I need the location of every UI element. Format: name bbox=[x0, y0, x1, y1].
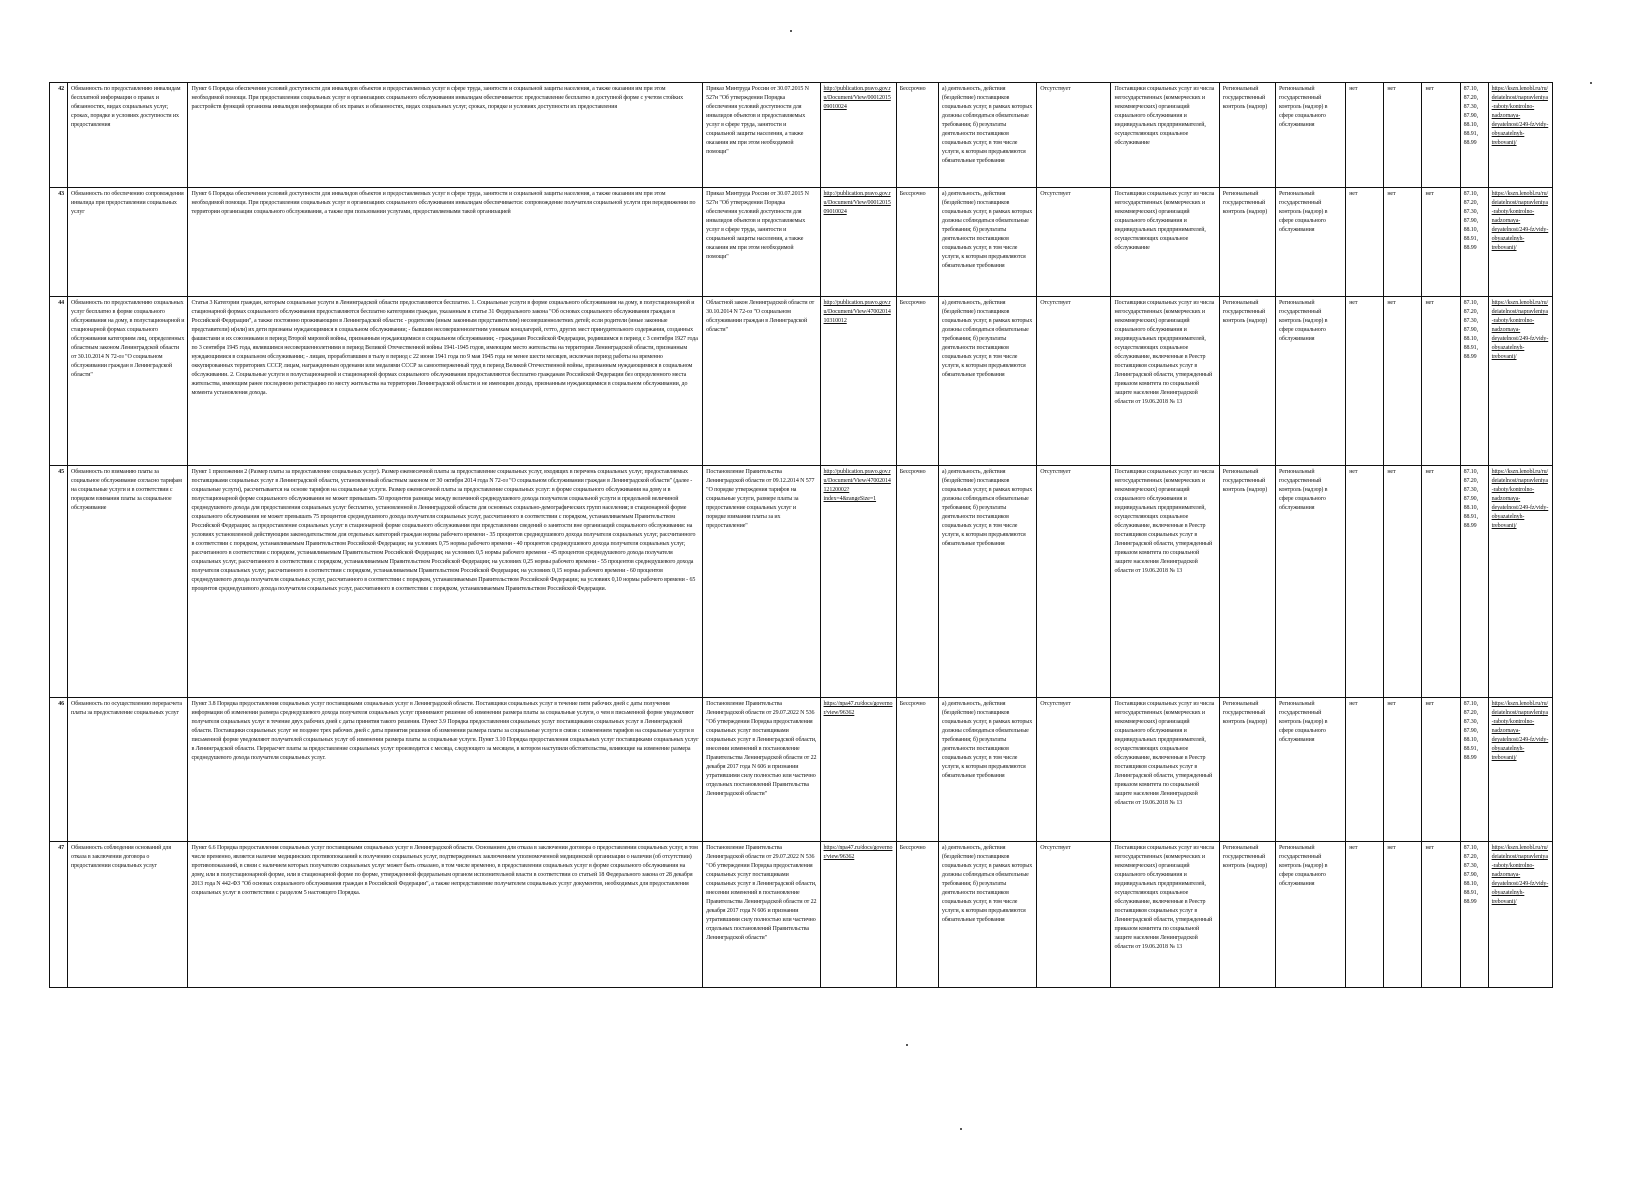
requirements-url[interactable]: https://kszn.lenobl.ru/ru/deiatelnost/napravleniya-raboty/kontrolno-nadzornaya-deyatelnost/249-fz/vidy-obyazatelnyh-trebovanij/ bbox=[1488, 188, 1552, 297]
flag-cell-3: нет bbox=[1422, 842, 1460, 988]
absent-cell: Отсутствует bbox=[1037, 297, 1111, 466]
flag-cell-2: нет bbox=[1384, 188, 1422, 297]
legal-act-cell: Постановление Правительства Ленинградской области от 29.07.2022 N 536 "Об утверждении Порядка предоставления социальных услуг поставщиками социальных услуг в Ленинградской области, внесении изменений в постановление Правительства Ленинградской области от 22 декабря 2017 года N 606 и признании утратившими силу полностью или частично отдельных постановлений Правительства Ленинградской области" bbox=[703, 842, 820, 988]
persons-cell: Поставщики социальных услуг из числа негосударственных (коммерческих и некоммерческих) организаций социального обслуживания и индивидуальных предпринимателей, осуществляющих социальное обслуживание bbox=[1111, 83, 1219, 188]
provision-cell: Пункт 6 Порядка обеспечения условий доступности для инвалидов объектов и предоставляемых услуг в сфере труда, занятости и социальной защиты населения, а также оказания им при этом необходимой помощи. При предоставлении социальных услуг в организациях социального обслуживания инвалидам обеспечивается: предоставление бесплатно в доступной форме с учетом стойких расстройств функций организма инвалидов информации об их правах и обязанностях, видах социальных услуг, сроках, порядке и условиях доступности их предоставления bbox=[188, 83, 703, 188]
flag-cell-3: нет bbox=[1422, 297, 1460, 466]
scan-dot bbox=[906, 1044, 908, 1046]
scan-dot bbox=[790, 30, 792, 32]
legal-act-cell: Приказ Минтруда России от 30.07.2015 N 527н "Об утверждении Порядка обеспечения условий доступности для инвалидов объектов и предоставляемых услуг в сфере труда, занятости и социальной защиты населения, а также оказания им при этом необходимой помощи" bbox=[703, 188, 820, 297]
subject-cell: а) деятельность, действия (бездействие) поставщиков социальных услуг, в рамках которых должны соблюдаться обязательные требования; б) результаты деятельности поставщиков социальных услуг, в том числе услуги, к которым предъявляются обязательные требования bbox=[938, 297, 1036, 466]
flag-cell-1: нет bbox=[1346, 188, 1384, 297]
legal-act-cell: Приказ Минтруда России от 30.07.2015 N 527н "Об утверждении Порядка обеспечения условий доступности для инвалидов объектов и предоставляемых услуг в сфере труда, занятости и социальной защиты населения, а также оказания им при этом необходимой помощи" bbox=[703, 83, 820, 188]
control-kind-cell: Региональный государственный контроль (надзор) в сфере социального обслуживания bbox=[1275, 466, 1345, 698]
flag-cell-2: нет bbox=[1384, 466, 1422, 698]
scan-dot bbox=[1590, 82, 1592, 84]
obligation-cell: Обязанность по обеспечению сопровождения инвалида при предоставлении социальных услуг bbox=[68, 188, 188, 297]
control-kind-cell: Региональный государственный контроль (надзор) в сфере социального обслуживания bbox=[1275, 297, 1345, 466]
table-row bbox=[50, 466, 1553, 698]
row-number: 42 bbox=[50, 83, 68, 188]
okved-codes-cell: 87.10, 87.20, 87.30, 87.90, 88.10, 88.91, 88.99 bbox=[1460, 466, 1488, 698]
persons-cell: Поставщики социальных услуг из числа негосударственных (коммерческих и некоммерческих) организаций социального обслуживания и индивидуальных предпринимателей, осуществляющих социальное обслуживание, включенные в Реестр поставщиков социальных услуг в Ленинградской области, утвержденный приказом комитета по социальной защите населения Ленинградской области от 19.06.2018 № 13 bbox=[1111, 466, 1219, 698]
subject-cell: а) деятельность, действия (бездействие) поставщиков социальных услуг, в рамках которых должны соблюдаться обязательные требования; б) результаты деятельности поставщиков социальных услуг, в том числе услуги, к которым предъявляются обязательные требования bbox=[938, 466, 1036, 698]
flag-cell-3: нет bbox=[1422, 188, 1460, 297]
flag-cell-1: нет bbox=[1346, 297, 1384, 466]
control-type-cell: Региональный государственный контроль (надзор) bbox=[1219, 188, 1275, 297]
term-cell: Бессрочно bbox=[896, 698, 938, 842]
control-kind-cell: Региональный государственный контроль (надзор) в сфере социального обслуживания bbox=[1275, 698, 1345, 842]
flag-cell-1: нет bbox=[1346, 83, 1384, 188]
requirements-url[interactable]: https://kszn.lenobl.ru/ru/deiatelnost/napravleniya-raboty/kontrolno-nadzornaya-deyatelnost/249-fz/vidy-obyazatelnyh-trebovanij/ bbox=[1488, 83, 1552, 188]
term-cell: Бессрочно bbox=[896, 466, 938, 698]
okved-codes-cell: 87.10, 87.20, 87.30, 87.90, 88.10, 88.91, 88.99 bbox=[1460, 83, 1488, 188]
publication-link[interactable]: https://npa47.ru/docs/governor/view/96362 bbox=[820, 698, 896, 842]
obligation-cell: Обязанность по предоставлению инвалидам бесплатной информации о правах и обязанностях, видах социальных услуг, сроках, порядке и условиях доступности их предоставления bbox=[68, 83, 188, 188]
publication-link[interactable]: http://publication.pravo.gov.ru/Document/View/0001201509010024 bbox=[820, 188, 896, 297]
provision-cell: Пункт 1 приложения 2 (Размер платы за предоставление социальных услуг). Размер ежемесячной платы за предоставление социальных услуг, входящих в перечень социальных услуг, предоставляемых поставщиками социальных услуг в Ленинградской области, установленный областным законом от 30 октября 2014 года N 72-оз "О социальном обслуживании граждан в Ленинградской области" (далее - социальные услуги), рассчитывается на основе тарифов на социальные услуги. Размер ежемесячной платы за предоставление социальных услуг: в форме социального обслуживания на дому и в полустационарной форме социального обслуживания не может превышать 50 процентов разницы между величиной среднедушевого дохода получателя социальной услуги и предельной величиной среднедушевого дохода для предоставления социальных услуг бесплатно, установленной в Ленинградской области для основных социально-демографических групп населения; в стационарной форме социального обслуживания не может превышать 75 процентов среднедушевого дохода получателя социальных услуг, рассчитанного в соответствии с порядком, устанавливаемым Правительством Российской Федерации; за предоставление социальных услуг в стационарной форме социального обслуживания при представлении сведений о занятости вне организаций социального обслуживания: на условиях установленной действующим законодательством для отдельных категорий граждан нормы рабочего времени - 35 процентов среднедушевого дохода получателя социальных услуг, рассчитанного в соответствии с порядком, устанавливаемым Правительством Российской Федерации; на условиях 0,75 нормы рабочего времени - 40 процентов среднедушевого дохода получателя социальных услуг, рассчитанного в соответствии с порядком, устанавливаемым Правительством Российской Федерации; на условиях 0,5 нормы рабочего времени - 45 процентов среднедушевого дохода получателя социальных услуг, рассчитанного в соответствии с порядком, устанавливаемым Правительством Российской Федерации; на условиях 0,25 нормы рабочего времени - 55 процентов среднедушевого дохода получателя социальных услуг, рассчитанного в соответствии с порядком, устанавливаемым Правительством Российской Федерации; на условиях 0,15 нормы рабочего времени - 60 процентов среднедушевого дохода получателя социальных услуг, рассчитанного в соответствии с порядком, устанавливаемым Правительством Российской Федерации; на условиях 0,10 нормы рабочего времени - 65 процентов среднедушевого дохода получателя социальных услуг, рассчитанного в соответствии с порядком, устанавливаемым Правительством Российской Федерации. bbox=[188, 466, 703, 698]
row-number: 46 bbox=[50, 698, 68, 842]
absent-cell: Отсутствует bbox=[1037, 698, 1111, 842]
row-number: 44 bbox=[50, 297, 68, 466]
flag-cell-1: нет bbox=[1346, 698, 1384, 842]
publication-link[interactable]: http://publication.pravo.gov.ru/Document/View/4700201412120002?index=4&rangeSize=1 bbox=[820, 466, 896, 698]
scan-dot bbox=[960, 1128, 962, 1130]
table-row bbox=[50, 83, 1553, 188]
absent-cell: Отсутствует bbox=[1037, 466, 1111, 698]
publication-link[interactable]: https://npa47.ru/docs/governor/view/96362 bbox=[820, 842, 896, 988]
flag-cell-3: нет bbox=[1422, 83, 1460, 188]
requirements-url[interactable]: https://kszn.lenobl.ru/ru/deiatelnost/napravleniya-raboty/kontrolno-nadzornaya-deyatelnost/249-fz/vidy-obyazatelnyh-trebovanij/ bbox=[1488, 297, 1552, 466]
okved-codes-cell: 87.10, 87.20, 87.30, 87.90, 88.10, 88.91, 88.99 bbox=[1460, 188, 1488, 297]
legal-act-cell: Областной закон Ленинградской области от 30.10.2014 N 72-оз "О социальном обслуживании граждан в Ленинградской области" bbox=[703, 297, 820, 466]
flag-cell-3: нет bbox=[1422, 698, 1460, 842]
publication-link[interactable]: http://publication.pravo.gov.ru/Document/View/4700201410310012 bbox=[820, 297, 896, 466]
term-cell: Бессрочно bbox=[896, 842, 938, 988]
provision-cell: Статья 3 Категории граждан, которым социальные услуги в Ленинградской области предоставляются бесплатно. 1. Социальные услуги в форме социального обслуживания на дому, в полустационарной и стационарной формах социального обслуживания предоставляются бесплатно категориям граждан, указанным в статье 31 Федерального закона "Об основах социального обслуживания граждан в Российской Федерации", а также постоянно проживающим в Ленинградской области: - родителям (иным законным представителям) несовершеннолетних детей; если родители (иные законные представители) и(или) их дети признаны нуждающимися в социальном обслуживании; - бывшим несовершеннолетним узникам концлагерей, гетто, других мест принудительного содержания, созданных фашистами и их союзниками в период Второй мировой войны, признанным нуждающимися в социальном обслуживании; - гражданам Российской Федерации, родившимся в период с 3 сентября 1927 года по 3 сентября 1945 года, являвшимся несовершеннолетними в период Великой Отечественной войны 1941-1945 годов, имеющим место жительства на территории Ленинградской области, признанным нуждающимися в социальном обслуживании; - лицам, проработавшим в тылу в период с 22 июня 1941 года по 9 мая 1945 года не менее шести месяцев, исключая период работы на временно оккупированных территориях СССР, лицам, награжденным орденами или медалями СССР за самоотверженный труд в период Великой Отечественной войны, признанным нуждающимися в социальном обслуживании. 2. Социальные услуги в полустационарной и стационарной формах социального обслуживания предоставляются бесплатно гражданам Российской Федерации без определенного места жительства, имеющим ранее последнюю регистрацию по месту жительства на территории Ленинградской области и не имеющим дохода, признанным нуждающимися в социальном обслуживании, до момента установления дохода. bbox=[188, 297, 703, 466]
term-cell: Бессрочно bbox=[896, 297, 938, 466]
flag-cell-2: нет bbox=[1384, 297, 1422, 466]
flag-cell-1: нет bbox=[1346, 842, 1384, 988]
control-kind-cell: Региональный государственный контроль (надзор) в сфере социального обслуживания bbox=[1275, 188, 1345, 297]
flag-cell-2: нет bbox=[1384, 83, 1422, 188]
table-row bbox=[50, 842, 1553, 988]
absent-cell: Отсутствует bbox=[1037, 188, 1111, 297]
table-row bbox=[50, 188, 1553, 297]
absent-cell: Отсутствует bbox=[1037, 83, 1111, 188]
okved-codes-cell: 87.10, 87.20, 87.30, 87.90, 88.10, 88.91, 88.99 bbox=[1460, 842, 1488, 988]
provision-cell: Пункт 3.8 Порядка предоставления социальных услуг поставщиками социальных услуг в Ленинградской области. Поставщики социальных услуг в течение пяти рабочих дней с даты получения информации об изменении размера среднедушевого дохода получателя социальных услуг принимают решение об изменении размера платы за социальные услуги, о чем в письменной форме уведомляют получателя социальных услуг в течение двух рабочих дней с даты принятия такого решения. Пункт 3.9 Порядка предоставления социальных услуг поставщиками социальных услуг в Ленинградской области. Поставщики социальных услуг не позднее трех рабочих дней с даты принятия решения об изменении размера платы за социальные услуги в связи с изменением тарифов на социальные услуги в письменной форме уведомляют получателей социальных услуг об изменении размера платы за социальные услуги. Пункт 3.10 Порядка предоставления социальных услуг поставщиками социальных услуг в Ленинградской области. Перерасчет платы за предоставление социальных услуг производится с месяца, следующего за месяцем, в котором наступили обстоятельства, влияющие на изменение размера среднедушевого дохода получателя социальных услуг. bbox=[188, 698, 703, 842]
provision-cell: Пункт 6.6 Порядка предоставления социальных услуг поставщиками социальных услуг в Ленинградской области. Основанием для отказа в заключении договора о предоставлении социальных услуг, в том числе временно, является наличие медицинских противопоказаний к получению социальных услуг, подтвержденных заключением уполномоченной медицинской организации о наличии (об отсутствии) противопоказаний, в связи с наличием которых получателю социальных услуг может быть отказано, в том числе временно, в предоставлении социальных услуг в форме социального обслуживания на дому, или в полустационарной форме, или в стационарной форме по форме, утвержденной федеральным органом исполнительной власти в соответствии со статьей 18 Федерального закона от 28 декабря 2013 года N 442-ФЗ "Об основах социального обслуживания граждан в Российской Федерации", а также непредставление получателем социальных услуг документов, необходимых для предоставления социальных услуг в соответствии с разделом 5 настоящего Порядка. bbox=[188, 842, 703, 988]
table-row bbox=[50, 297, 1553, 466]
control-type-cell: Региональный государственный контроль (надзор) bbox=[1219, 698, 1275, 842]
persons-cell: Поставщики социальных услуг из числа негосударственных (коммерческих и некоммерческих) организаций социального обслуживания и индивидуальных предпринимателей, осуществляющих социальное обслуживание, включенные в Реестр поставщиков социальных услуг в Ленинградской области, утвержденный приказом комитета по социальной защите населения Ленинградской области от 19.06.2018 № 13 bbox=[1111, 842, 1219, 988]
obligation-cell: Обязанность соблюдения оснований для отказа в заключении договора о предоставлении социальных услуг bbox=[68, 842, 188, 988]
provision-cell: Пункт 6 Порядка обеспечения условий доступности для инвалидов объектов и предоставляемых услуг в сфере труда, занятости и социальной защиты населения, а также оказания им при этом необходимой помощи. При предоставлении социальных услуг в организациях социального обслуживания инвалидам обеспечивается: сопровождение получателя социальной услуги при передвижении по территории организации социального обслуживания, а также при пользовании услугами, предоставляемыми такой организацией bbox=[188, 188, 703, 297]
persons-cell: Поставщики социальных услуг из числа негосударственных (коммерческих и некоммерческих) организаций социального обслуживания и индивидуальных предпринимателей, осуществляющих социальное обслуживание bbox=[1111, 188, 1219, 297]
subject-cell: а) деятельность, действия (бездействие) поставщиков социальных услуг, в рамках которых должны соблюдаться обязательные требования; б) результаты деятельности поставщиков социальных услуг, в том числе услуги, к которым предъявляются обязательные требования bbox=[938, 842, 1036, 988]
flag-cell-2: нет bbox=[1384, 698, 1422, 842]
control-kind-cell: Региональный государственный контроль (надзор) в сфере социального обслуживания bbox=[1275, 842, 1345, 988]
okved-codes-cell: 87.10, 87.20, 87.30, 87.90, 88.10, 88.91, 88.99 bbox=[1460, 297, 1488, 466]
persons-cell: Поставщики социальных услуг из числа негосударственных (коммерческих и некоммерческих) организаций социального обслуживания и индивидуальных предпринимателей, осуществляющих социальное обслуживание, включенные в Реестр поставщиков социальных услуг в Ленинградской области, утвержденный приказом комитета по социальной защите населения Ленинградской области от 19.06.2018 № 13 bbox=[1111, 297, 1219, 466]
subject-cell: а) деятельность, действия (бездействие) поставщиков социальных услуг, в рамках которых должны соблюдаться обязательные требования; б) результаты деятельности поставщиков социальных услуг, в том числе услуги, к которым предъявляются обязательные требования bbox=[938, 83, 1036, 188]
publication-link[interactable]: http://publication.pravo.gov.ru/Document/View/0001201509010024 bbox=[820, 83, 896, 188]
okved-codes-cell: 87.10, 87.20, 87.30, 87.90, 88.10, 88.91, 88.99 bbox=[1460, 698, 1488, 842]
persons-cell: Поставщики социальных услуг из числа негосударственных (коммерческих и некоммерческих) организаций социального обслуживания и индивидуальных предпринимателей, осуществляющих социальное обслуживание, включенные в Реестр поставщиков социальных услуг в Ленинградской области, утвержденный приказом комитета по социальной защите населения Ленинградской области от 19.06.2018 № 13 bbox=[1111, 698, 1219, 842]
term-cell: Бессрочно bbox=[896, 83, 938, 188]
absent-cell: Отсутствует bbox=[1037, 842, 1111, 988]
control-type-cell: Региональный государственный контроль (надзор) bbox=[1219, 83, 1275, 188]
control-type-cell: Региональный государственный контроль (надзор) bbox=[1219, 297, 1275, 466]
requirements-url[interactable]: https://kszn.lenobl.ru/ru/deiatelnost/napravleniya-raboty/kontrolno-nadzornaya-deyatelnost/249-fz/vidy-obyazatelnyh-trebovanij/ bbox=[1488, 842, 1552, 988]
requirements-url[interactable]: https://kszn.lenobl.ru/ru/deiatelnost/napravleniya-raboty/kontrolno-nadzornaya-deyatelnost/249-fz/vidy-obyazatelnyh-trebovanij/ bbox=[1488, 698, 1552, 842]
control-type-cell: Региональный государственный контроль (надзор) bbox=[1219, 842, 1275, 988]
obligation-cell: Обязанность по предоставлению социальных услуг бесплатно в форме социального обслуживания на дому, в полустационарной и стационарной формах социального обслуживания категориям лиц, определенных областным законом Ленинградской области от 30.10.2014 N 72-оз "О социальном обслуживании граждан в Ленинградской области" bbox=[68, 297, 188, 466]
control-type-cell: Региональный государственный контроль (надзор) bbox=[1219, 466, 1275, 698]
obligation-cell: Обязанность по осуществлению перерасчета платы за предоставление социальных услуг bbox=[68, 698, 188, 842]
flag-cell-2: нет bbox=[1384, 842, 1422, 988]
row-number: 47 bbox=[50, 842, 68, 988]
row-number: 45 bbox=[50, 466, 68, 698]
requirements-url[interactable]: https://kszn.lenobl.ru/ru/deiatelnost/napravleniya-raboty/kontrolno-nadzornaya-deyatelnost/249-fz/vidy-obyazatelnyh-trebovanij/ bbox=[1488, 466, 1552, 698]
row-number: 43 bbox=[50, 188, 68, 297]
flag-cell-3: нет bbox=[1422, 466, 1460, 698]
legal-act-cell: Постановление Правительства Ленинградской области от 29.07.2022 N 536 "Об утверждении Порядка предоставления социальных услуг поставщиками социальных услуг в Ленинградской области, внесении изменений в постановление Правительства Ленинградской области от 22 декабря 2017 года N 606 и признании утратившими силу полностью или частично отдельных постановлений Правительства Ленинградской области" bbox=[703, 698, 820, 842]
term-cell: Бессрочно bbox=[896, 188, 938, 297]
subject-cell: а) деятельность, действия (бездействие) поставщиков социальных услуг, в рамках которых должны соблюдаться обязательные требования; б) результаты деятельности поставщиков социальных услуг, в том числе услуги, к которым предъявляются обязательные требования bbox=[938, 188, 1036, 297]
requirements-table bbox=[49, 82, 1553, 988]
control-kind-cell: Региональный государственный контроль (надзор) в сфере социального обслуживания bbox=[1275, 83, 1345, 188]
subject-cell: а) деятельность, действия (бездействие) поставщиков социальных услуг, в рамках которых должны соблюдаться обязательные требования; б) результаты деятельности поставщиков социальных услуг, в том числе услуги, к которым предъявляются обязательные требования bbox=[938, 698, 1036, 842]
legal-act-cell: Постановление Правительства Ленинградской области от 09.12.2014 N 577 "О порядке утверждения тарифов на социальные услуги, размере платы за предоставление социальных услуг и порядке взимания платы за их предоставление" bbox=[703, 466, 820, 698]
table-row bbox=[50, 698, 1553, 842]
flag-cell-1: нет bbox=[1346, 466, 1384, 698]
obligation-cell: Обязанность по взиманию платы за социальное обслуживание согласно тарифам на социальные услуги и в соответствии с порядком взимания платы за социальное обслуживание bbox=[68, 466, 188, 698]
